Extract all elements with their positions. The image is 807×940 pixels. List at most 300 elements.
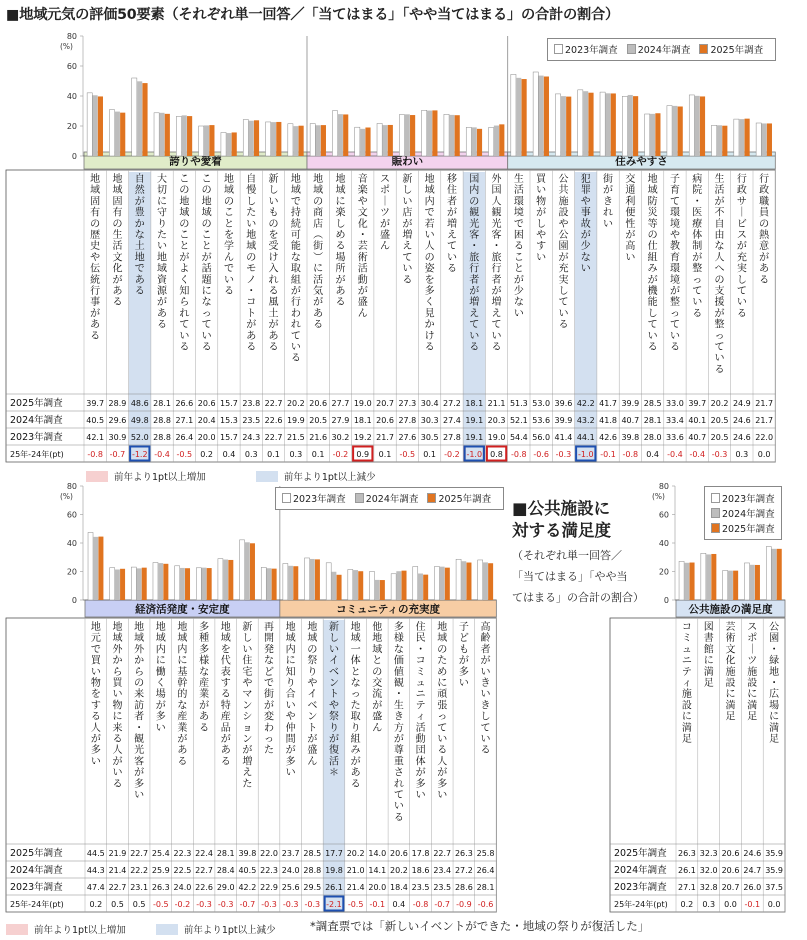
- item-label-char: 人: [424, 241, 435, 253]
- item-label-char: 地: [372, 633, 383, 645]
- item-label-char: ノ: [246, 274, 257, 286]
- item-label-char: が: [220, 734, 231, 745]
- item-label-char: 内: [424, 196, 435, 208]
- item-label-char: 整: [692, 263, 703, 275]
- table-value: 47.4: [86, 883, 105, 892]
- item-label-char: 産: [220, 711, 231, 723]
- table-value: 20.2: [390, 866, 408, 875]
- item-label-char: あ: [177, 745, 188, 757]
- item-label-char: い: [714, 353, 725, 365]
- table-value: 15.3: [220, 416, 238, 425]
- item-label-char: 旅: [491, 252, 502, 264]
- item-label-char: ュ: [681, 644, 692, 656]
- item-label-char: 環: [513, 196, 524, 208]
- item-label-char: ン: [328, 678, 339, 689]
- item-label-char: で: [513, 218, 524, 230]
- item-label-char: て: [669, 319, 680, 331]
- table-value: 22.7: [264, 399, 283, 408]
- item-label-char: ツ: [747, 655, 758, 667]
- item-label-char: 多: [424, 286, 435, 297]
- item-label-char: が: [246, 319, 257, 331]
- table-value: 20.0: [197, 433, 216, 442]
- item-label-char: し: [335, 218, 346, 230]
- table-value: 42.2: [238, 883, 257, 892]
- item-label-char: な: [201, 297, 212, 309]
- bar-2024: [137, 81, 142, 156]
- item-label-char: か: [424, 319, 435, 331]
- item-label-char: の: [313, 196, 324, 208]
- diff-value: -0.4: [689, 450, 706, 459]
- item-label-char: の: [90, 218, 101, 230]
- bar-2025: [272, 569, 277, 600]
- y-tick-label: 80: [658, 482, 669, 491]
- item-label-char: る: [759, 274, 770, 286]
- bar-2025: [187, 116, 192, 156]
- item-label-char: 地: [134, 622, 145, 633]
- item-label-char: 種: [199, 633, 210, 645]
- item-label-char: ｜: [380, 196, 391, 208]
- item-label-char: も: [458, 644, 469, 656]
- item-label-char: 不: [714, 207, 725, 219]
- item-label-char: 学: [223, 241, 234, 253]
- diff-value: -0.3: [555, 450, 572, 459]
- table-value: 49.8: [130, 416, 149, 425]
- item-label-char: の: [372, 666, 383, 678]
- diff-value: -0.8: [412, 900, 429, 909]
- item-label-char: 店: [402, 207, 413, 219]
- item-label-char: 職: [759, 196, 770, 208]
- table-value: 27.3: [398, 399, 417, 408]
- diff-value: 0.2: [89, 900, 103, 909]
- item-label-char: な: [350, 678, 361, 689]
- item-label-char: 体: [350, 655, 361, 667]
- item-label-char: っ: [350, 689, 361, 701]
- item-label-char: 化: [725, 655, 736, 667]
- item-label-char: や: [357, 196, 368, 208]
- table-value: 32.8: [699, 883, 718, 892]
- item-label-char: や: [242, 678, 253, 689]
- item-label-char: が: [285, 745, 296, 757]
- table-value: 20.2: [286, 399, 305, 408]
- bar-2024: [288, 566, 293, 600]
- table-value: 21.7: [755, 416, 774, 425]
- item-label-char: 代: [220, 655, 231, 667]
- item-label-char: な: [290, 252, 301, 264]
- item-label-char: て: [647, 319, 658, 331]
- item-label-char: み: [647, 263, 658, 275]
- row-label: 2023年調査: [10, 432, 63, 443]
- item-label-char: が: [380, 218, 391, 230]
- item-label-char: 人: [90, 722, 101, 734]
- table-value: 41.7: [599, 399, 617, 408]
- item-label-char: が: [603, 185, 614, 197]
- diff-value: 0.9: [356, 450, 370, 459]
- table-value: 40.1: [688, 416, 707, 425]
- table-value: 20.6: [309, 399, 328, 408]
- item-label-char: 境: [669, 274, 680, 286]
- item-label-char: 盛: [307, 745, 318, 757]
- item-label-char: る: [446, 263, 457, 275]
- item-label-char: れ: [290, 319, 301, 331]
- table-value: 20.7: [721, 883, 740, 892]
- item-label-char: が: [112, 756, 123, 768]
- item-label-char: 域: [313, 185, 324, 197]
- item-label-char: が: [177, 734, 188, 745]
- legend-label-2023: 2023年調査: [293, 494, 346, 505]
- table-value: 25.4: [151, 849, 170, 858]
- item-label-char: 地: [177, 622, 188, 633]
- item-label-char: に: [201, 286, 212, 297]
- bar-2024: [92, 95, 97, 156]
- bar-2023: [377, 123, 382, 156]
- row-label: 25年-24年(pt): [10, 900, 64, 909]
- table-value: 26.4: [175, 433, 194, 442]
- item-label-char: コ: [246, 297, 257, 309]
- item-label-char: 人: [714, 252, 725, 264]
- item-label-char: ん: [380, 241, 391, 253]
- table-value: 30.9: [108, 433, 127, 442]
- table-value: 27.1: [175, 416, 194, 425]
- item-label-char: が: [692, 252, 703, 264]
- item-label-char: 由: [714, 230, 725, 241]
- item-label-char: る: [112, 778, 123, 790]
- table-value: 54.4: [509, 433, 528, 442]
- item-label-char: が: [393, 734, 404, 745]
- diff-value: 0.1: [423, 450, 437, 459]
- y-tick-label: 20: [658, 567, 669, 577]
- item-label-char: 域: [307, 633, 318, 645]
- bar-2025: [250, 543, 255, 600]
- table-value: 33.6: [666, 433, 684, 442]
- table-value: 22.7: [433, 849, 452, 858]
- table-value: 22.5: [173, 866, 192, 875]
- table-value: 39.9: [554, 416, 573, 425]
- item-label-char: を: [90, 689, 101, 701]
- item-label-char: 物: [112, 700, 123, 712]
- diff-value: -0.6: [533, 450, 549, 459]
- item-label-char: る: [157, 319, 168, 331]
- item-label-char: が: [402, 218, 413, 230]
- bar-2024: [717, 125, 722, 156]
- item-label-char: ん: [372, 722, 383, 734]
- bar-2023: [578, 90, 583, 156]
- item-label-char: 合: [285, 689, 296, 701]
- item-label-char: 育: [669, 185, 680, 197]
- item-label-char: っ: [264, 734, 275, 745]
- item-label-char: 知: [179, 286, 190, 297]
- bar-2024: [115, 112, 120, 156]
- item-label-char: 生: [393, 700, 404, 712]
- item-label-char: え: [469, 308, 480, 320]
- item-label-char: 者: [469, 274, 480, 286]
- item-label-char: に: [703, 655, 714, 667]
- item-label-char: ビ: [736, 218, 747, 230]
- item-label-char: ・: [357, 230, 368, 241]
- item-label-char: り: [157, 218, 168, 230]
- item-label-char: 足: [725, 711, 736, 723]
- item-label-char: を: [268, 230, 279, 241]
- bar-2025: [722, 126, 727, 156]
- item-label-char: め: [437, 666, 448, 678]
- item-label-char: い: [603, 218, 614, 230]
- item-label-char: 域: [112, 185, 123, 197]
- item-label-char: 緑: [769, 655, 780, 667]
- item-label-char: 仲: [285, 722, 296, 734]
- table-value: 28.8: [303, 866, 322, 875]
- table-value: 28.1: [476, 883, 495, 892]
- bar-2025: [733, 571, 738, 600]
- item-label-char: あ: [350, 767, 361, 779]
- item-label-char: 元: [90, 633, 101, 645]
- item-label-char: る: [220, 756, 231, 768]
- item-label-char: ・: [393, 689, 404, 701]
- diff-value: 0.1: [267, 450, 280, 459]
- bar-2023: [391, 574, 396, 600]
- item-label-char: に: [335, 196, 346, 208]
- bar-2025: [365, 128, 370, 157]
- item-label-char: 張: [437, 700, 448, 712]
- table-value: 27.9: [331, 416, 350, 425]
- item-label-char: い: [285, 700, 296, 712]
- table-value: 33.4: [666, 416, 684, 425]
- table-value: 26.0: [743, 883, 762, 892]
- bar-2024: [180, 568, 185, 600]
- item-label-char: 地: [157, 252, 168, 264]
- row-label: 2024年調査: [614, 865, 667, 876]
- diff-value: 0.0: [724, 900, 737, 909]
- bar-2025: [711, 554, 716, 600]
- public-facility-subtitle-line: （それぞれ単一回答／: [512, 549, 622, 562]
- diff-value: 0.4: [392, 900, 406, 909]
- item-label-char: 街: [313, 241, 324, 253]
- bar-2025: [120, 113, 125, 156]
- item-label-char: 行: [759, 174, 770, 185]
- item-label-char: に: [681, 711, 692, 723]
- item-label-char: 組: [290, 274, 301, 286]
- item-label-char: テ: [415, 700, 426, 712]
- item-label-char: 整: [714, 319, 725, 331]
- table-value: 28.4: [216, 866, 235, 875]
- diff-value: -0.1: [369, 900, 386, 909]
- bar-2024: [516, 78, 521, 156]
- item-label-char: る: [220, 689, 231, 701]
- item-label-char: こ: [513, 252, 524, 264]
- bar-2023: [456, 559, 461, 600]
- item-label-char: き: [393, 711, 404, 723]
- table-value: 18.6: [411, 866, 430, 875]
- item-label-char: 整: [669, 297, 680, 309]
- item-label-char: 犯: [580, 174, 591, 185]
- item-label-char: 物: [536, 196, 547, 208]
- item-label-char: が: [469, 286, 480, 297]
- table-value: 14.1: [368, 866, 387, 875]
- item-label-char: 外: [134, 644, 145, 656]
- item-label-char: に: [313, 263, 324, 275]
- item-label-char: 多: [134, 778, 145, 790]
- item-label-char: し: [558, 286, 569, 297]
- bar-2023: [348, 570, 353, 600]
- item-label-char: 仕: [647, 241, 658, 253]
- bar-2024: [761, 123, 766, 156]
- table-value: 22.2: [130, 866, 149, 875]
- bar-2023: [723, 571, 728, 600]
- item-label-char: 外: [112, 644, 123, 656]
- item-label-char: に: [437, 678, 448, 689]
- table-value: 19.9: [286, 416, 305, 425]
- table-value: 40.7: [688, 433, 707, 442]
- item-label-char: 共: [558, 185, 569, 197]
- item-label-char: ｜: [736, 207, 747, 219]
- item-label-char: あ: [268, 330, 279, 342]
- diff-value: 0.8: [490, 450, 503, 459]
- y-unit-label: (%): [652, 492, 665, 501]
- bar-2024: [266, 568, 271, 600]
- bar-2023: [422, 110, 427, 156]
- y-tick-label: 80: [66, 482, 77, 491]
- item-label-char: あ: [313, 308, 324, 320]
- item-label-char: 者: [134, 711, 145, 723]
- item-label-char: ベ: [307, 700, 318, 712]
- legend-middle: [275, 487, 504, 510]
- item-label-char: 政: [736, 185, 747, 197]
- item-label-char: 流: [372, 689, 383, 701]
- item-label-char: 交: [372, 678, 383, 689]
- item-label-char: て: [491, 319, 502, 331]
- item-label-char: 源: [157, 286, 168, 297]
- bar-2023: [332, 111, 337, 156]
- item-label-char: え: [402, 241, 413, 253]
- item-label-char: ン: [307, 711, 318, 723]
- bar-2025: [299, 126, 304, 156]
- item-label-char: や: [328, 700, 339, 712]
- diff-value: -0.5: [152, 900, 169, 909]
- item-label-char: 有: [90, 207, 101, 219]
- item-label-char: 他: [372, 622, 383, 633]
- item-label-char: で: [424, 207, 435, 219]
- table-value: 17.7: [325, 849, 343, 858]
- item-label-char: 子: [458, 622, 469, 633]
- item-label-char: が: [90, 734, 101, 745]
- table-value: 42.2: [576, 399, 595, 408]
- item-label-char: る: [714, 364, 725, 376]
- item-label-char: 環: [669, 263, 680, 275]
- row-label: 25年-24年(pt): [614, 900, 668, 909]
- table-value: 25.8: [476, 849, 495, 858]
- item-label-char: ポ: [747, 633, 758, 645]
- item-label-char: ・: [469, 241, 480, 253]
- item-label-char: わ: [290, 308, 301, 320]
- bar-2025: [410, 115, 415, 156]
- item-label-char: 入: [268, 263, 279, 275]
- table-value: 15.7: [220, 433, 238, 442]
- bar-2023: [240, 540, 245, 600]
- diff-value: -1.0: [577, 450, 594, 459]
- bar-2023: [355, 127, 360, 156]
- item-label-char: 動: [415, 734, 426, 745]
- item-label-char: い: [458, 678, 469, 689]
- table-value: 52.0: [130, 433, 149, 442]
- item-label-char: 公: [558, 230, 569, 241]
- table-value: 24.9: [732, 399, 751, 408]
- item-label-char: た: [437, 655, 448, 667]
- table-value: 39.8: [621, 433, 640, 442]
- item-label-char: れ: [179, 308, 190, 320]
- table-value: 20.6: [390, 849, 408, 858]
- item-label-char: 方: [393, 722, 404, 734]
- table-value: 24.6: [743, 849, 762, 858]
- diff-value: -1.2: [131, 450, 148, 459]
- item-label-char: 地: [335, 174, 346, 185]
- row-label: 2025年調査: [10, 398, 63, 409]
- item-label-char: に: [112, 711, 123, 723]
- item-label-char: 値: [393, 666, 404, 678]
- bar-2023: [734, 119, 739, 156]
- item-label-char: が: [201, 252, 212, 264]
- table-value: 23.7: [281, 849, 300, 858]
- item-label-char: が: [157, 297, 168, 309]
- bar-2024: [561, 96, 566, 156]
- item-label-char: る: [90, 711, 101, 723]
- y-unit-label: (%): [60, 42, 73, 51]
- diff-value: 0.5: [111, 900, 124, 909]
- bar-2025: [466, 563, 471, 600]
- table-value: 44.3: [86, 866, 105, 875]
- item-label-char: 産: [177, 711, 188, 723]
- table-value: 42.6: [599, 433, 617, 442]
- item-label-char: ん: [223, 252, 234, 264]
- table-value: 26.1: [325, 883, 343, 892]
- item-label-char: 文: [112, 252, 123, 264]
- group-label: 賑わい: [391, 155, 424, 168]
- public-facility-heading: [512, 498, 611, 542]
- table-value: 37.5: [765, 883, 784, 892]
- y-tick-label: 0: [71, 152, 77, 161]
- bar-2023: [701, 553, 706, 600]
- bar-2024: [331, 572, 336, 600]
- item-label-char: い: [692, 297, 703, 309]
- item-label-char: 切: [157, 185, 168, 197]
- item-label-char: 来: [112, 722, 123, 734]
- item-label-char: い: [469, 330, 480, 342]
- public-facility-subtitle-line: てはまる」の合計の割合）: [512, 591, 644, 604]
- item-label-char: が: [134, 767, 145, 779]
- diff-value: 0.1: [378, 450, 392, 459]
- legend-label-2023: 2023年調査: [565, 45, 618, 56]
- public-facility-heading-line: 対する満足度: [512, 521, 611, 540]
- item-label-char: い: [480, 666, 491, 678]
- item-label-char: 光: [134, 745, 145, 757]
- item-label-char: い: [90, 666, 101, 678]
- table-value: 22.4: [195, 849, 213, 858]
- item-label-char: 一: [350, 644, 361, 656]
- item-label-char: て: [736, 286, 747, 297]
- bar-2023: [434, 567, 439, 600]
- item-label-char: い: [491, 330, 502, 342]
- item-label-char: る: [134, 286, 145, 297]
- item-label-char: 域: [90, 185, 101, 197]
- table-value: 21.5: [286, 433, 305, 442]
- item-label-char: け: [268, 252, 279, 264]
- item-label-char: く: [179, 274, 190, 286]
- item-label-char: 生: [714, 174, 725, 185]
- item-label-char: ョ: [242, 722, 253, 734]
- item-label-char: 宅: [242, 666, 253, 678]
- table-value: 28.1: [216, 849, 235, 858]
- item-label-char: こ: [179, 174, 190, 185]
- item-label-char: ど: [264, 666, 275, 678]
- diff-value: -0.5: [176, 450, 193, 459]
- item-label-char: 通: [625, 185, 636, 197]
